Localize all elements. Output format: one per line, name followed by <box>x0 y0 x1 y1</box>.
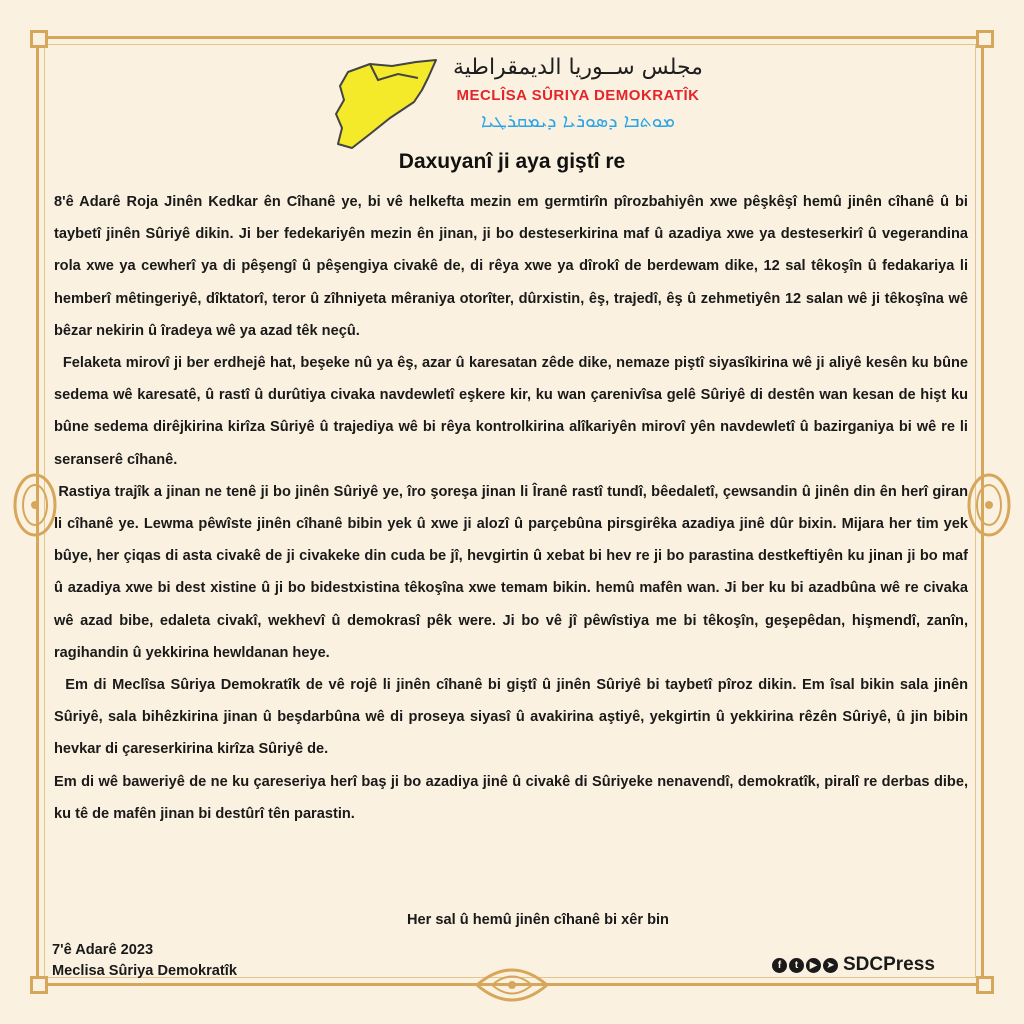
telegram-icon[interactable]: ➤ <box>823 958 838 973</box>
logo-arabic-text: مجلس ســوريا الديمقراطية <box>453 55 703 80</box>
paragraph: Rastiya trajîk a jinan ne tenê ji bo jinên Sûriyê ye, îro şoreşa jinan li Îranê rastî tundî, bêedaletî, çewsandin û jinên din ên herî giran li cîhanê ye. Lewma pêwîste jinên cîhanê bibin yek û xwe ji alozî û parçebûna pirsgirêka azadiya jinê dûr bixin. Mijara her tim yek bûye, her çiqas di asta civakê de ji civakeke din cuda be jî, hevgirtin û xebat bi hev re ji bo parastina destkeftiyên ku jinan ji bo maf û azadiya xwe bi dest xistine û ji bo bidestxistina têkoşîna xwe temam bikin. hemû mafên wan. Ji ber ku bi azadbûna wê re civaka wê azad bibe, edaleta civakî, wekhevî û demokrasî pêk were. Ji bo vê jî pêwîstiya me bi têkoşîn, geşepêdan, hişmendî, zanîn, ragihandin û yekkirina hewldanan heye. <box>54 483 973 661</box>
social-handle[interactable]: SDCPress <box>843 954 935 975</box>
paragraph: Felaketa mirovî ji ber erdhejê hat, beşeke nû ya êş, azar û karesatan zêde dike, nemaze piştî siyasîkirina wê ji aliyê kesên ku bûne sedema wê karesatê, û rastî û durûtiya civaka navdewletî eşkere kir, ku wan çarenivîsa gelê Sûriyê di destên wan kesan de hişt ku bûne sedema dirêjkirina kirîza Sûriyê û trajediya wê bi rêya kontrolkirina alîkariyên mirovî yên navdewletî û bazirganiya bi wê re li seranserê cîhanê. <box>54 355 973 468</box>
page-title: Daxuyanî ji aya giştî re <box>398 150 626 173</box>
logo-header <box>330 52 710 152</box>
corner-ornament-top-right <box>976 30 994 48</box>
corner-ornament-bottom-right <box>976 976 994 994</box>
signature-organization: Meclisa Sûriya Demokratîk <box>52 963 237 979</box>
paragraph: Em di Meclîsa Sûriya Demokratîk de vê rojê li jinên cîhanê bi giştî û jinên Sûriyê bi taybetî pîroz dikin. Em îsal bikin sala jinên Sûriyê, sala bihêzkirina jinan û beşdarbûna wê di proseya siyasî û avakirina aştiyê, yekgirtin û yekkirina rêzên Sûriyê, û jin bibin hevkar di çareserkirina kirîza Sûriyê de. <box>54 677 973 758</box>
signature-date: 7'ê Adarê 2023 <box>52 942 154 958</box>
syria-map-icon <box>330 58 445 150</box>
paragraph: 8'ê Adarê Roja Jinên Kedkar ên Cîhanê ye, bi vê helkefta mezin em germtirîn pîrozbahiyên xwe pêşkêşî hemû jinên cîhanê û bi taybetî jinên Sûriyê dikin. Ji ber fedekariyên mezin ên jinan, ji bo desteserkirina maf û azadiya xwe ya desteserkirî û vegerandina rola xwe ya cewherî ya di pêşengî û pêşengiya civakê de, di rêya xwe ya dîrokî de berdewam dike, 12 sal têkoşîn û fedakariya li hemberî mêtingeriyê, dîktatorî, teror û zîhniyeta mêraniya otorîter, dûrxistin, êş, trajedî, êş û zehmetiyên 12 salan wê ji têkoşîna wê bêzar nekirin û îradeya wê ya azad têk neçû. <box>54 194 968 339</box>
twitter-icon[interactable]: t <box>789 958 804 973</box>
corner-ornament-top-left <box>30 30 48 48</box>
youtube-icon[interactable]: ▶ <box>806 958 821 973</box>
bottom-ornament-icon <box>472 960 552 1010</box>
logo-syriac-text: ܡܘܬܒܐ ܕܣܘܪܝܐ ܕܝܡܩܪܛܝܐ <box>480 110 675 132</box>
left-ornament-icon <box>10 470 60 540</box>
signature-block <box>52 940 237 982</box>
social-media-bar <box>772 954 935 976</box>
statement-body <box>54 186 973 830</box>
corner-ornament-bottom-left <box>30 976 48 994</box>
paragraph: Em di wê baweriyê de ne ku çareseriya herî baş ji bo azadiya jinê û civakê di Sûriyeke nenavendî, demokratîk, piralî re derbas dibe, ku tê de mafên jinan bi destûrî tên parastin. <box>54 773 968 822</box>
logo-kurdish-text: MECLÎSA SÛRIYA DEMOKRATÎK <box>456 87 700 104</box>
closing-greeting: Her sal û hemû jinên cîhanê bi xêr bin <box>407 912 669 928</box>
facebook-icon[interactable]: f <box>772 958 787 973</box>
